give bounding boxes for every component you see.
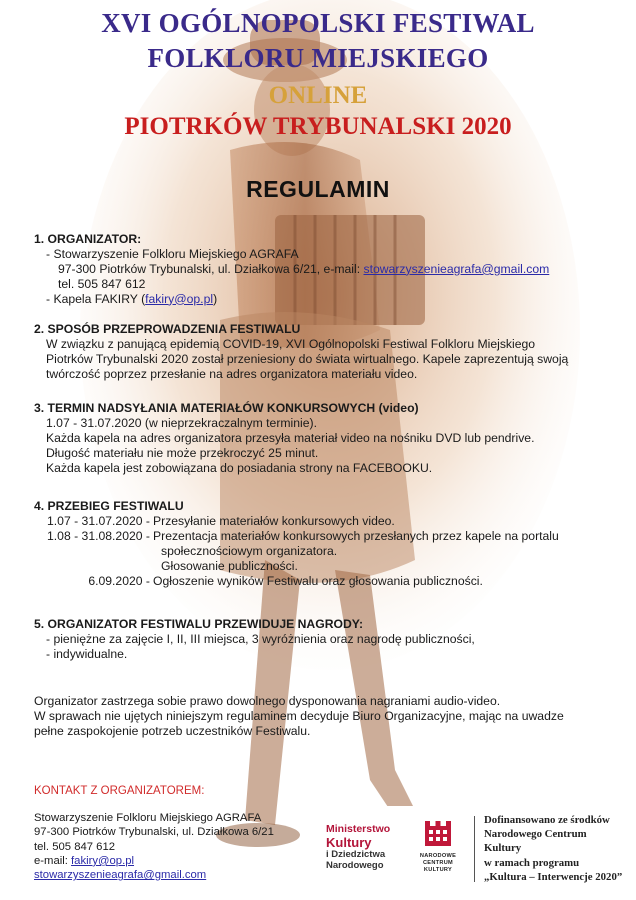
email-label: e-mail: xyxy=(34,854,72,867)
band-contact xyxy=(34,292,614,307)
funding-line: Dofinansowano ze środków xyxy=(484,814,610,826)
ministry-logo-line: Ministerstwo xyxy=(326,823,391,835)
schedule-row xyxy=(34,514,614,529)
section-organizer xyxy=(34,232,614,307)
nck-logo-line: NARODOWE xyxy=(419,853,457,859)
funding-line: Narodowego Centrum Kultury xyxy=(484,828,587,855)
funding-note xyxy=(484,813,626,884)
page-title: REGULAMIN xyxy=(246,176,390,202)
closing-line: pełne zaspokojenie potrzeb uczestników Festiwalu. xyxy=(34,723,311,738)
deadline-text-line: 1.07 - 31.07.2020 (w nieprzekraczalnym terminie). xyxy=(46,415,317,430)
contact-phone: tel. 505 847 612 xyxy=(34,840,116,853)
section-method xyxy=(34,322,614,382)
sponsor-logos xyxy=(312,806,630,890)
nck-emblem-icon xyxy=(423,818,453,848)
section-heading: 1. ORGANIZATOR: xyxy=(34,232,142,246)
schedule-desc: Ogłoszenie wyników Festiwalu oraz głosowania publiczności. xyxy=(153,573,483,588)
festival-city-year: PIOTRKÓW TRYBUNALSKI 2020 xyxy=(124,113,512,140)
band-paren: ) xyxy=(213,291,218,306)
section-schedule xyxy=(34,499,614,588)
festival-online-label: ONLINE xyxy=(268,82,368,109)
closing-notes xyxy=(34,694,614,739)
closing-line: W sprawach nie ujętych niniejszym regulaminem decyduje Biuro Organizacyjne, mając na uwadze xyxy=(34,708,564,723)
method-text-line: twórczość poprzez przesłanie na adres organizatora materiału video. xyxy=(46,366,418,381)
ministry-logo-line: Kultury xyxy=(326,834,372,850)
contact-address: 97-300 Piotrków Trybunalski, ul. Działkowa 6/21 xyxy=(34,826,274,839)
contact-email-line xyxy=(34,854,274,868)
schedule-date: 1.07 - 31.07.2020 - xyxy=(47,513,150,528)
organizer-address xyxy=(34,262,614,277)
nck-logo-line: CENTRUM xyxy=(422,860,454,866)
contact-block xyxy=(34,811,274,882)
festival-title-line1: XVI OGÓLNOPOLSKI FESTIWAL xyxy=(101,8,535,38)
address-text: 97-300 Piotrków Trybunalski, ul. Działkowa 6/21, e-mail: xyxy=(58,261,364,276)
schedule-date: 6.09.2020 - xyxy=(88,573,150,588)
schedule-desc: Prezentacja materiałów konkursowych przesłanych przez kapele na portalu xyxy=(153,528,559,543)
ministry-logo-line: Narodowego xyxy=(326,860,384,871)
deadline-text-line: Długość materiału nie może przekroczyć 25 minut. xyxy=(46,445,319,460)
schedule-desc: Przesyłanie materiałów konkursowych video. xyxy=(153,513,395,528)
section-heading: 5. ORGANIZATOR FESTIWALU PRZEWIDUJE NAGRODY: xyxy=(34,617,364,631)
funding-line: w ramach programu xyxy=(484,856,580,869)
schedule-row xyxy=(34,574,614,589)
method-text-line: Piotrków Trybunalski 2020 został przeniesiony do świata wirtualnego. Kapele zaprezentują swoją xyxy=(46,351,569,366)
band-name: - Kapela FAKIRY ( xyxy=(46,291,146,306)
contact-email-link[interactable]: fakiry@op.pl xyxy=(71,854,135,867)
contact-email-line-2 xyxy=(34,868,274,882)
section-heading: 3. TERMIN NADSYŁANIA MATERIAŁÓW KONKURSOWYCH (video) xyxy=(34,401,419,415)
ministry-logo xyxy=(326,824,406,872)
nck-logo xyxy=(416,818,460,874)
organizer-email-link[interactable]: stowarzyszenieagrafa@gmail.com xyxy=(363,261,550,276)
organizer-name: - Stowarzyszenie Folkloru Miejskiego AGRAFA xyxy=(46,246,299,261)
contact-email-link-2[interactable]: stowarzyszenieagrafa@gmail.com xyxy=(34,869,207,882)
band-email-link[interactable]: fakiry@op.pl xyxy=(145,291,214,306)
section-deadline xyxy=(34,401,614,476)
schedule-desc-cont: społecznościowym organizatora. xyxy=(161,543,338,558)
deadline-text-line: Każda kapela jest zobowiązana do posiadania strony na FACEBOOKU. xyxy=(46,460,433,475)
schedule-date: 1.08 - 31.08.2020 - xyxy=(47,528,150,543)
section-heading: 4. PRZEBIEG FESTIWALU xyxy=(34,499,184,513)
nck-logo-line: KULTURY xyxy=(423,867,453,873)
contact-org: Stowarzyszenie Folkloru Miejskiego AGRAFA xyxy=(34,812,262,824)
ministry-logo-line: i Dziedzictwa xyxy=(326,848,386,860)
logo-divider xyxy=(474,816,475,882)
prize-item: - indywidualne. xyxy=(46,646,128,661)
schedule-desc-cont: Głosowanie publiczności. xyxy=(161,558,298,573)
method-text-line: W związku z panującą epidemią COVID-19, XVI Ogólnopolski Festiwal Folkloru Miejskiego xyxy=(46,336,536,351)
organizer-phone: tel. 505 847 612 xyxy=(58,276,146,291)
deadline-text-line: Każda kapela na adres organizatora przesyła materiał video na nośniku DVD lub pendrive. xyxy=(46,430,535,445)
contact-heading: KONTAKT Z ORGANIZATOREM: xyxy=(34,785,205,797)
prize-item: - pieniężne za zajęcie I, II, III miejsca, 3 wyróżnienia oraz nagrodę publiczności, xyxy=(46,631,475,646)
section-prizes xyxy=(34,617,614,662)
closing-line: Organizator zastrzega sobie prawo dowolnego dysponowania nagraniami audio-video. xyxy=(34,694,501,708)
funding-line: „Kultura – Interwencje 2020” xyxy=(484,870,623,883)
schedule-row xyxy=(34,529,614,544)
section-heading: 2. SPOSÓB PRZEPROWADZENIA FESTIWALU xyxy=(34,322,301,336)
festival-title-line2: FOLKLORU MIEJSKIEGO xyxy=(147,43,489,73)
